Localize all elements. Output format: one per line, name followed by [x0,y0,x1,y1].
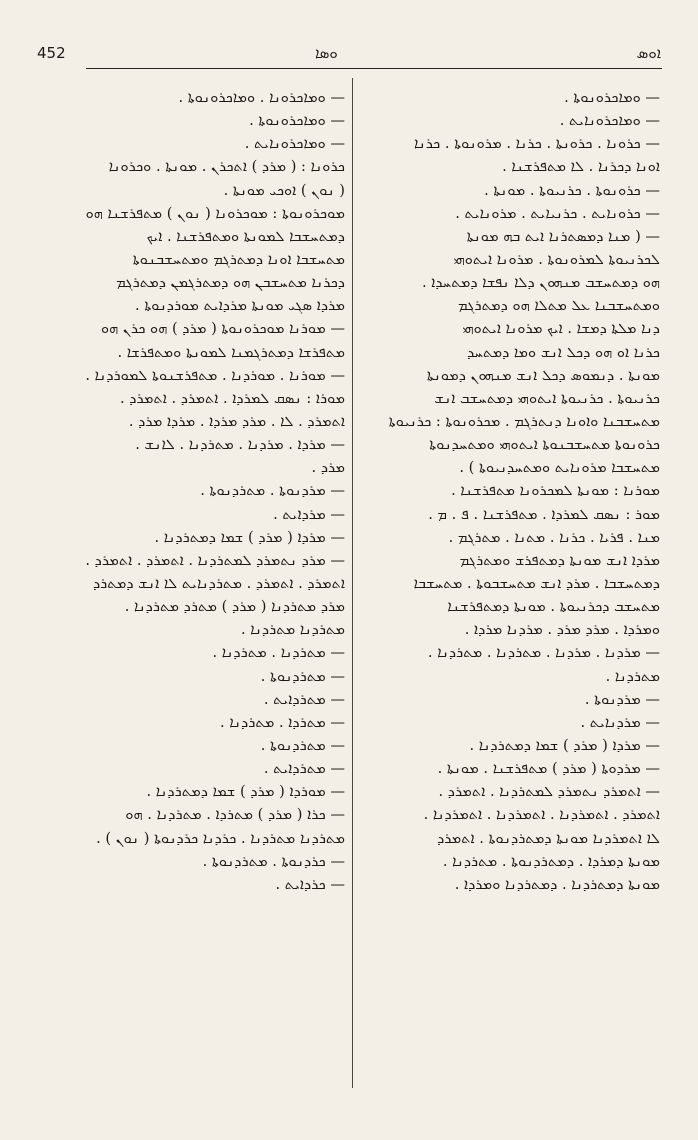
entry-line: — ܡܬܪܕܐܝܬ . [263,690,345,708]
entry-line: ܡܪܕܐ ܐܢܫ ܡܘܢܬܐ ܕܡܬܦܪܫ ܘܡܬܪܓܡ [459,551,660,569]
entry-line: ܕܡܬܚܫܒܐ ܠܡܘܢܬܐ ܘܡܬܦܪܫܢܐ . ܐܝܟ [146,227,345,245]
entry-line: — ܘܡܐܟܪܘܢܘܬܐ . [249,112,345,130]
entry-line: — ܡܪܕܐ ( ܡܪܕ ) ܫܡܐ ܕܡܬܪܕܢܐ . [469,736,660,754]
entry-line: ܠܐ ܐܬܡܪܕܢܐ ܡܘܢܬܐ ܕܡܬܪܕܢܘܬܐ . ܐܬܡܪܕ [437,829,660,847]
entry-line: — ܘܡܐܟܪܘܢܐܝܬ . [244,135,345,153]
entry-line: ܡܘܪܐ : ܢܣܩ ܠܡܪܕܐ . ܐܬܡܪܕ . ܐܬܡܪܕ . [120,389,345,407]
entry-line: — ܟܪܘܢܘܬܐ . ܟܪܢܝܘܬܐ . ܡܘܢܬܐ . [484,181,660,199]
entry-line: ܡܬܪܕܢܐ ܡܬܪܕܢܐ . ܟܪܕܢܐ ܟܪܕܢܘܬܐ ( ܢܘܢ ) . [96,829,345,847]
entry-line: ܐܬܡܪܕ . ܠܐ . ܡܪܕ ܡܪܕܐ . ܡܪܕܐ ܡܪܕ . [128,412,345,430]
entry-line: ܡܘܢܬܐ ܕܡܪܕܐ . ܕܡܬܪܕܢܘܬܐ . ܡܬܪܕܢܐ . [442,852,660,870]
page-number: 452 [37,44,66,62]
entry-line: ܡܘܪ : ܢܣܩ ܠܡܪܕܐ . ܡܬܦܪܫܢܐ . ܦ . ܡ . [428,505,660,523]
running-head-right: ܐܘܣ [636,44,661,62]
entry-line: ܡܬܪܕܢܐ ܡܬܪܕܢܐ . [240,621,345,639]
entry-line: — ܡܪܕܐܝܬ . [273,505,345,523]
entry-line: — ܡܪܕܢܘܬܐ . [584,690,660,708]
entry-line: — ܡܬܪܕܐܝܬ . [263,760,345,778]
column-divider [352,78,353,1088]
entry-line: — ܡܬܪܕܐ . ܡܬܪܕܢܐ . [220,713,345,731]
entry-line: ܡܬܪܕܢܐ . [605,667,660,685]
entry-line: ܡܬܚܫܒܢܐ ܘܐܘܢܐ ܕܢܬܪܓܡ . ܡܟܪܘܢܘܬܐ : ܟܪܢܝܘܬܐ [388,412,660,430]
entry-line: ܡܘܪܢܐ : ܡܘܢܬܐ ܠܡܟܪܘܢܐ ܡܬܦܪܫܢܐ . [451,482,660,500]
entry-line: — ܟܪܐ ( ܡܪܕ ) ܡܬܪܕܐ . ܡܬܪܕܢܐ . ܗܘ [125,806,345,824]
entry-line: ܡܬܚܫܒܐ ܡܪܘܢܐܝܬ ܘܡܬܚܕܢܝܘܬܐ ) . [459,459,660,477]
entry-line: — ܟܪܘܢܐ . ܟܪܘܢܬܐ . ܟܪܢܐ . ܡܪܘܢܘܬܐ . ܟܪܢܐ [414,135,660,153]
entry-line: ܟܪܢܝܘܬܐ . ܟܪܢܝܘܬܐ ܐܝܬܘܗܝ ܕܡܬܚܫܒ ܐܢܫ [434,389,660,407]
entry-line: — ܟܪܕܐܝܬ . [275,875,345,893]
left-column [73,86,345,896]
entry-line: — ܘܡܐܟܪܘܢܐܝܬ . [559,112,660,130]
entry-line: — ܘܡܐܟܪܘܢܘܬܐ . [564,89,660,106]
entry-line: — ܡܪܕܢܘܬܐ . ܡܬܪܕܢܘܬܐ . [200,482,345,500]
entry-line: ܟܪܘܢܘܬܐ ܡܬܚܫܒܢܘܬܐ ܐܝܬܘܗܝ ܘܡܬܚܕܢܘܬܐ [429,436,660,454]
entry-line: ܡܘܢܬܐ ܕܡܬܪܕܢܐ . ܕܡܬܪܕܢܐ ܘܡܪܕܐ . [454,875,660,893]
entry-line: — ܡܬܪܕܢܘܬܐ . [260,667,345,685]
entry-line: ܕܟܪܢܐ ܡܬܚܫܒܢ ܗܘ ܕܡܬܪܓܡܢ ܕܡܬܪܓܡ [116,274,345,292]
entry-line: — ܡܪܕܐ . ܡܪܕܢܐ . ܡܬܪܕܢܐ . ܠܐܢܫ . [135,436,345,454]
entry-line: ܟܪܘܢܐ : ( ܡܪܕ ) ܐܬܟܪܢ . ܡܘܢܬܐ . ܘܟܪܘܢܐ [108,158,345,176]
entry-line: ܐܬܡܪܕ . ܐܬܡܪܕܢܐ . ܐܬܡܪܕܢܐ . ܐܬܡܪܕܢܐ . [423,806,660,824]
right-column [368,86,660,896]
entry-line: — ܡܪܕܢܐ . ܡܪܕܢܐ . ܡܬܪܕܢܐ . ܡܬܪܕܢܐ . [427,644,660,662]
entry-line: — ܡܘܪܕܐ ( ܡܪܕ ) ܫܡܐ ܕܡܬܪܕܢܐ . [146,783,345,801]
entry-line: ܕܢܐ ܡܠܬܐ ܕܡܫܐ . ܐܝܟ ܡܪܘܢܐ ܐܝܬܘܗܝ [462,320,660,338]
entry-line: — ܡܘܪܢܐ . ܡܘܪܕܢܐ . ܡܬܦܪܫܢܘܬܐ ܠܡܘܪܕܢܐ . [85,366,345,384]
entry-line: — ܡܪܕܐ ( ܡܪܕ ) ܫܡܐ ܕܡܬܪܕܢܐ . [154,528,345,546]
entry-line: — ܡܬܪܕܢܘܬܐ . [260,736,345,754]
entry-line: ܡܘܟܪܘܢܘܬܐ : ܡܘܟܪܘܢܐ ( ܢܘܢ ) ܡܬܦܪܫܢܐ ܗܘ [85,204,345,222]
entry-line: — ܘܡܐܟܪܘܢܐ . ܘܡܐܟܪܘܢܘܬܐ . [178,89,345,106]
entry-line: ܟܪܢܐ ܐܘ ܗܘ ܕܟܠ ܐܢܫ ܘܡܐ ܕܡܬܚܕ [467,343,660,361]
entry-line: — ܡܪܕܘܬܐ ( ܡܪܕ ) ܡܬܦܪܫܢܐ . ܡܘܢܬܐ . [437,760,660,778]
entry-line: — ܐܬܡܪܕ ܢܬܡܪܕ ܠܡܬܪܕܢܐ . ܐܬܡܪܕ . [438,783,660,801]
entry-line: ܐܬܡܪܕ . ܐܬܡܪܕ . ܡܬܪܕܢܐܝܬ ܠܐ ܐܢܫ ܕܡܬܪܕ [92,574,345,592]
entry-line: ܕܡܬܚܫܒܐ . ܡܪܕ ܐܢܫ ܡܬܚܫܒܘܬܐ . ܡܬܚܫܒܐ [413,574,660,592]
entry-line: ܡܢܐ . ܦܪܝܐ . ܟܪܢܐ . ܡܬܢܐ . ܡܬܪܓܡ . [448,528,660,546]
entry-line: — ( ܡܢܐ ܕܡܣܬܪܢܐ ܐܝܬ ܒܗ ܡܘܢܬܐ [466,227,660,245]
entry-line: ܘܡܬܚܫܒܢܐ ܥܠ ܡܬܠܐ ܗܘ ܕܡܬܪܓܡ [457,297,660,315]
entry-line: — ܡܬܪܕܢܐ . ܡܬܪܕܢܐ . [212,644,345,662]
entry-line: — ܟܪܕܢܘܬܐ . ܡܬܪܕܢܘܬܐ . [202,852,345,870]
entry-line: ܘܡܪܕܐ . ܡܪܕ ܡܪܕ . ܡܪܕܢܐ ܡܪܕܐ . [464,621,660,639]
running-head-center: ܘܣܐ [315,44,338,62]
entry-line: — ܡܪܕ ܢܬܡܪܕ ܠܡܬܪܕܢܐ . ܐܬܡܪܕ . ܐܬܡܪܕ . [85,551,345,569]
entry-line: ܗܘ ܕܡܬܚܫܒ ܡܢܗܘܢ ܕܠܐ ܢܦܫܐ ܕܡܬܚܕܐ . [422,274,660,292]
entry-line: ܡܪܕܐ ܣܓܝ ܡܘܢܬܐ ܡܪܕܐܝܬ ܡܘܪܕܢܘܬܐ . [135,297,345,315]
entry-line: — ܡܪܕܢܐܝܬ . [580,713,660,731]
entry-line: ܠܟܪܢܝܘܬܐ ܠܡܪܘܢܘܬܐ . ܡܪܘܢܐ ܐܝܬܘܗܝ [453,250,660,268]
entry-line: ܡܬܚܫܒܐ ܐܘܢܐ ܕܡܬܪܓܡ ܘܡܬܚܫܒܢܘܬܐ [132,250,345,268]
entry-line: ܡܘܢܬܐ . ܕܢܡܘܣ ܕܟܠ ܐܢܫ ܡܢܗܘܢ ܕܡܘܢܬܐ [426,366,660,384]
header-rule [86,68,662,69]
entry-line: ( ܢܘܢ ) ܐܘܟܝ ܡܘܢܬܐ . [223,181,345,199]
entry-line: — ܟܪܘܢܐܝܬ . ܟܪܢܝܐܝܬ . ܡܪܘܢܐܝܬ . [455,204,660,222]
entry-line: ܐܘܢܐ ܕܟܪܢܐ . ܠܐ ܡܬܦܪܫܢܐ . [502,158,660,176]
entry-line: ܡܪܕ . [311,459,345,477]
entry-line: ܡܬܦܪܫܐ ܕܡܬܪܓܡܢܐ ܠܡܘܢܬܐ ܘܡܬܦܪܫܐ . [117,343,345,361]
entry-line: ܡܬܚܫܒ ܕܟܪܢܝܘܬܐ . ܡܘܢܬܐ ܕܡܬܦܪܫܢܐ [447,598,660,616]
entry-line: — ܡܘܪܢܐ ܡܘܟܪܘܢܘܬܐ ( ܡܪܕ ) ܗܘ ܟܪܢ ܗܘ [100,320,345,338]
entry-line: ܡܪܕ ܡܬܪܕܢܐ ( ܡܪܕ ) ܡܬܪܕ ܡܬܪܕܢܐ . [124,598,345,616]
